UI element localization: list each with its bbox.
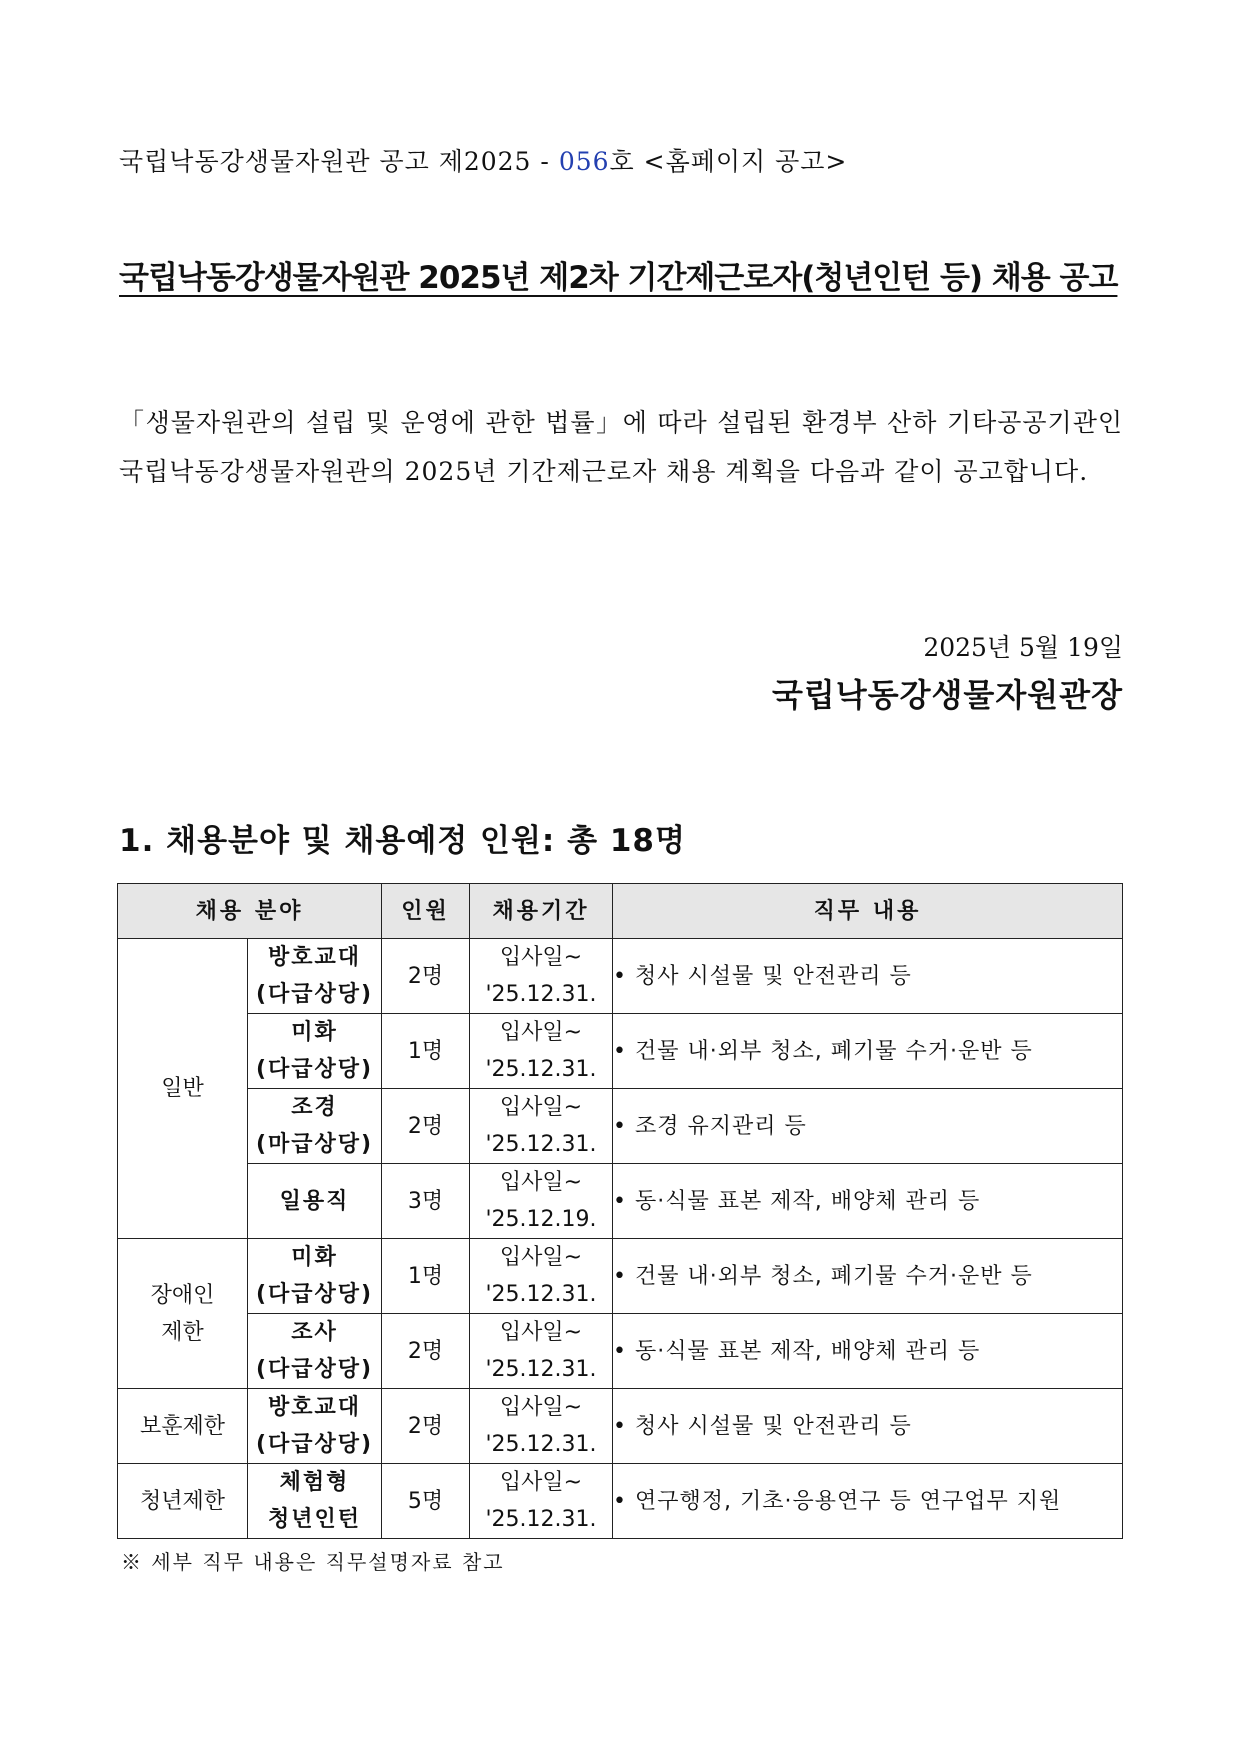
table-row [118, 1389, 1123, 1464]
footnote: ※ 세부 직무 내용은 직무설명자료 참고 [121, 1550, 505, 1574]
header-duty: 직무 내용 [613, 884, 1123, 939]
table-row [118, 939, 1123, 1014]
employment-period: 입사일~ '25.12.31. [470, 1239, 613, 1314]
job-duty: • 조경 유지관리 등 [613, 1089, 1123, 1164]
table-row [118, 1314, 1123, 1389]
group-label: 장애인 제한 [118, 1239, 248, 1389]
field-name: 방호교대 (다급상당) [248, 939, 382, 1014]
notice-date: 2025년 5월 19일 [923, 633, 1123, 662]
notice-number-value: 056 [558, 147, 610, 176]
headcount: 5명 [382, 1464, 470, 1539]
field-name: 조사 (다급상당) [248, 1314, 382, 1389]
employment-period: 입사일~ '25.12.31. [470, 1089, 613, 1164]
table-row [118, 1464, 1123, 1539]
field-name: 일용직 [248, 1164, 382, 1239]
table-row [118, 1239, 1123, 1314]
headcount: 1명 [382, 1239, 470, 1314]
field-name: 방호교대 (다급상당) [248, 1389, 382, 1464]
header-period: 채용기간 [470, 884, 613, 939]
job-duty: • 청사 시설물 및 안전관리 등 [613, 1389, 1123, 1464]
intro-paragraph: 「생물자원관의 설립 및 운영에 관한 법률」에 따라 설립된 환경부 산하 기타공공기관인 국립낙동강생물자원관의 2025년 기간제근로자 채용 계획을 다음과 같이 공고합니다. [119, 408, 1123, 486]
job-duty: • 동·식물 표본 제작, 배양체 관리 등 [613, 1314, 1123, 1389]
employment-period: 입사일~ '25.12.31. [470, 1314, 613, 1389]
notice-number-suffix: 호 <홈페이지 공고> [609, 147, 848, 176]
field-name: 체험형 청년인턴 [248, 1464, 382, 1539]
table-row [118, 1164, 1123, 1239]
notice-number-prefix: 국립낙동강생물자원관 공고 제2025 - [119, 147, 559, 176]
headcount: 3명 [382, 1164, 470, 1239]
field-name: 미화 (다급상당) [248, 1014, 382, 1089]
header-field: 채용 분야 [118, 884, 382, 939]
group-label: 보훈제한 [118, 1389, 248, 1464]
document-title: 국립낙동강생물자원관 2025년 제2차 기간제근로자(청년인턴 등) 채용 공고 [119, 260, 1118, 296]
group-label: 청년제한 [118, 1464, 248, 1539]
employment-period: 입사일~ '25.12.31. [470, 1464, 613, 1539]
recruitment-table [117, 883, 1123, 1539]
headcount: 2명 [382, 939, 470, 1014]
employment-period: 입사일~ '25.12.31. [470, 939, 613, 1014]
section-heading-1: 1. 채용분야 및 채용예정 인원: 총 18명 [119, 823, 686, 859]
table-row [118, 1089, 1123, 1164]
signer: 국립낙동강생물자원관장 [771, 676, 1123, 714]
headcount: 2명 [382, 1389, 470, 1464]
notice-number [119, 142, 847, 178]
job-duty: • 건물 내·외부 청소, 폐기물 수거·운반 등 [613, 1014, 1123, 1089]
field-name: 조경 (마급상당) [248, 1089, 382, 1164]
headcount: 2명 [382, 1089, 470, 1164]
header-count: 인원 [382, 884, 470, 939]
table-row [118, 1014, 1123, 1089]
employment-period: 입사일~ '25.12.19. [470, 1164, 613, 1239]
group-label: 일반 [118, 939, 248, 1239]
job-duty: • 연구행정, 기초·응용연구 등 연구업무 지원 [613, 1464, 1123, 1539]
field-name: 미화 (다급상당) [248, 1239, 382, 1314]
table-header-row [118, 884, 1123, 939]
job-duty: • 건물 내·외부 청소, 폐기물 수거·운반 등 [613, 1239, 1123, 1314]
employment-period: 입사일~ '25.12.31. [470, 1014, 613, 1089]
headcount: 1명 [382, 1014, 470, 1089]
headcount: 2명 [382, 1314, 470, 1389]
employment-period: 입사일~ '25.12.31. [470, 1389, 613, 1464]
job-duty: • 청사 시설물 및 안전관리 등 [613, 939, 1123, 1014]
job-duty: • 동·식물 표본 제작, 배양체 관리 등 [613, 1164, 1123, 1239]
